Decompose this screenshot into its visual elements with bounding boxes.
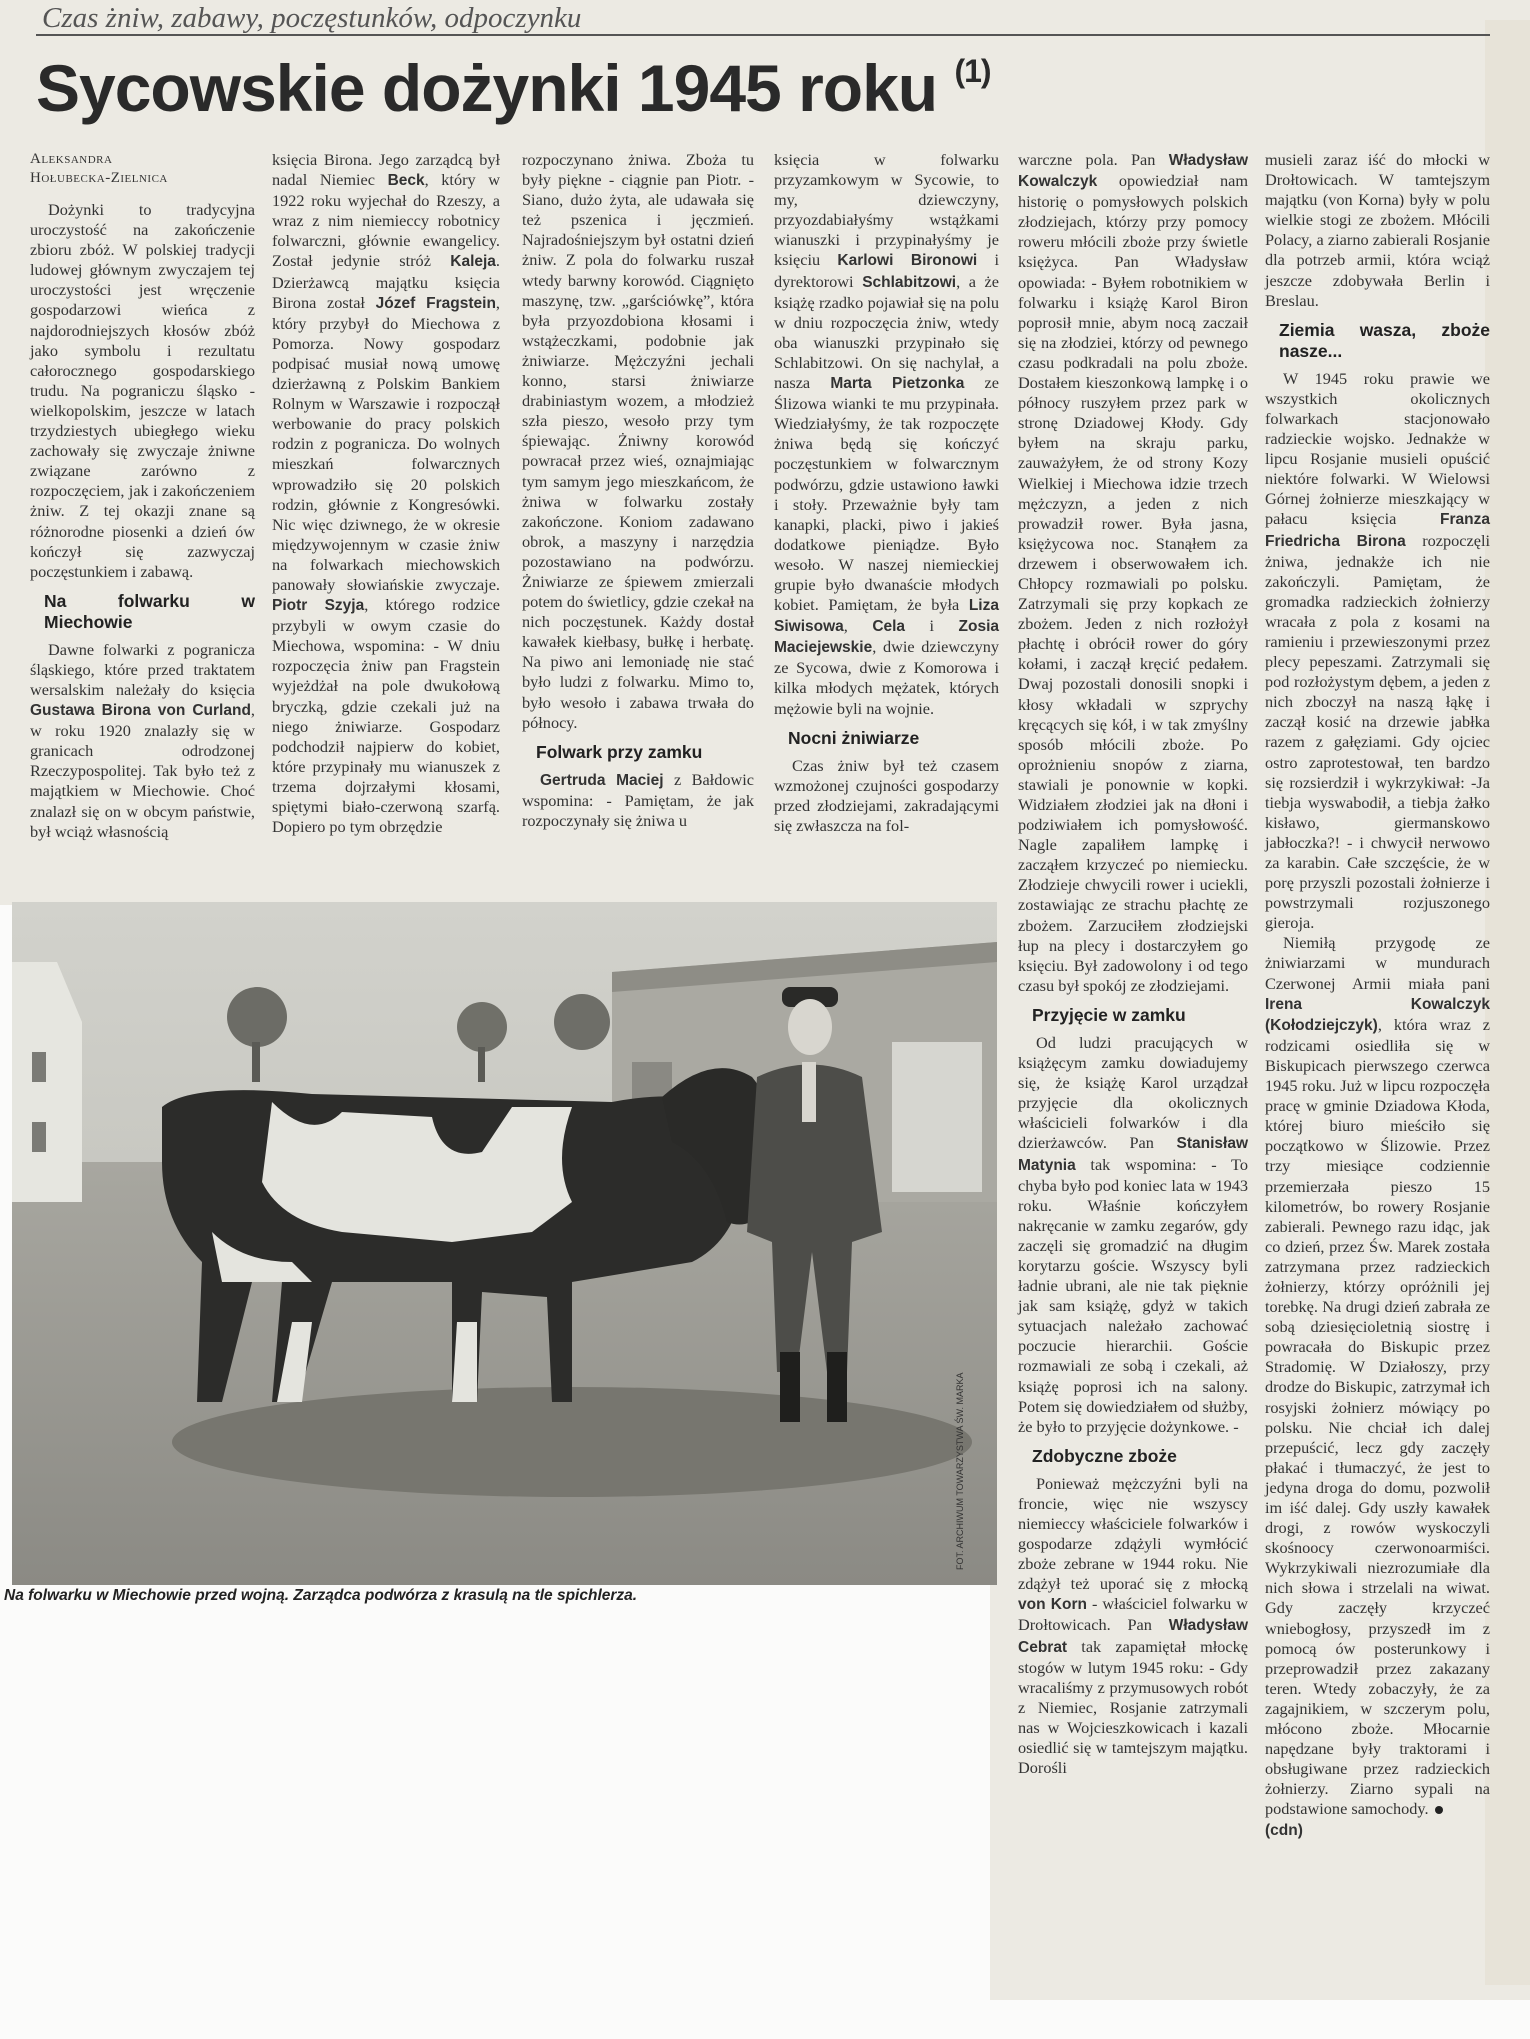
archival-photo [12, 902, 997, 1585]
subheading: Na folwarku w Miechowie [44, 590, 255, 632]
byline [30, 150, 255, 188]
column-4 [774, 150, 999, 836]
name-bold: Gertruda Maciej [540, 771, 664, 789]
text: , którego rodzice przybyli w owym czasie do Miechowa, wspomina: - W dniu rozpoczęcia żniw pan Fragstein wyjeżdżał na pole dwukołową bryczką, gdzie czekali już na niego żniwiarze. Gospodarz podchodził najpierw do kobiet, które przypinały mu wianuszek z trzema dojrzałymi kłosami, spiętymi biało-czerwoną szarfą. Dopiero po tym obrzędzie [272, 595, 500, 837]
text: , który w 1922 roku wyjechał do Rzeszy, a wraz z nim niemieccy robotnicy folwarczni, głównie ewangelicy. Został jedynie stróż [272, 170, 500, 271]
name-bold: Cela [872, 618, 906, 636]
column-3 [522, 150, 754, 831]
end-mark [1435, 1806, 1443, 1814]
paragraph: musieli zaraz iść do młocki w Drołtowicach. W tamtejszym majątku (von Korna) były w polu wielkie stogi ze zbożem. Młócili Polacy, a ziarno zabierali Rosjanie dla potrzeb armii, która wciąż jeszcze zdobywała Berlin i Breslau. [1265, 150, 1490, 310]
text: rozpoczęli żniwa, jednakże ich nie zakończyli. Pamiętam, że gromadka radzieckich żołnierzy wracała z pola z kosami na ramieniu i przewieszonymi przez plecy pepeszami. Zatrzymali się pod rozłożystym dębem, a jeden z nich zboczył na naszą łąkę i zaczął kosić na drzewie jabłka razem z gałęziami. Gdy ojciec ostro zaprotestował, ten bardzo się rozsierdził i wykrzykiwał: -Ja tiebja wyswabodił, a tiebja żałko kisławo, giermanskowo jabłoczka?! - i chwycił nerwowo za karabin. Całe szczęście, że w porę przyszli pozostali żołnierze i powstrzymali rozjuszonego gieroja. [1265, 530, 1490, 933]
text: , [843, 616, 873, 636]
column-2 [272, 150, 500, 837]
photo-credit: FOT. ARCHIWUM TOWARZYSTWA ŚW. MARKA [955, 1372, 965, 1570]
text: tak zapamiętał młockę stogów w lutym 1945 roku: - Gdy wracaliśmy z przymusowych robót z Niemiec, Rosjanie zatrzymali nas w Wojcieszkowicach i kazali osiedlić się w tamtejszym majątku. Dorośli [1018, 1636, 1248, 1778]
text: Ponieważ mężczyźni byli na froncie, więc nie wszyscy niemieccy właściciele folwarków i gospodarze zdążyli wymłócić zboże zebrane w 1944 roku. Nie zdążył też uporać się z młocką [1018, 1473, 1248, 1594]
continued-note [1265, 1820, 1490, 1841]
text: opowiedział nam historię o pomysłowych polskich złodziejach, którzy przy pomocy roweru młócili zboże przy świetle księżyca. Pan Władysław opowiada: - Byłem robotnikiem w folwarku i książę Karol Biron poprosił mnie, abym nocą zaczaił się na złodziei, którzy od pewnego czasu podkradali na polu zboże. Dostałem kieszonkową lampkę i o północy ruszyłem przez park w stronę Dziadowej Kłody. Gdy byłem na skraju parku, zauważyłem, że od strony Kozy Wielkiej i Miechowa idzie trzech mężczyzn, a jeden z nich prowadził rower. Była jasna, księżycowa noc. Stanąłem za drzewem i obserwowałem ich. Chłopcy rozmawiali po polsku. Zatrzymali się przy kopkach ze zbożem. Jeden z nich rozłożył płachtę i obrócił rower do góry kołami, i zaczął kręcić pedałem. Dwaj pozostali donosili snopki i kłosy wkładali w szprychy kręcących się kół, i w tak zmyślny sposób młócili zboże. Po oprożnieniu snopów z ziarna, stawiali je ponownie w kopki. Widziałem złodziei jak na dłoni i podziwiałem ich pomysłowość. Nagle zapaliłem lampkę i zacząłem krzyczeć po niemiecku. Złodzieje chwycili rower i uciekli, zostawiając ze strachu płachtę ze zbożem. Zarzuciłem złodziejski łup na plecy i dostarczyłem go księciu. Był zadowolony i od tego czasu był spokój ze złodziejami. [1018, 171, 1248, 995]
text: księcia w folwarku przyzamkowym w Sycowie, to my, dziewczyny, przyozdabiałyśmy wstążkami wianuszki i przypinałyśmy je księciu [774, 150, 999, 270]
paragraph [1018, 1033, 1248, 1437]
text: - właściciel folwarku w Drołtowicach. Pan [1018, 1594, 1248, 1635]
text: , który przybył do Miechowa z Pomorza. Nowy gospodarz podpisać musiał nową umowę dzierżawną z Polskim Bankiem Rolnym w Warszawie i rozpoczął werbowanie do pracy polskich rodzin z pogranicza. Do wolnych mieszkań folwarcznych wprowadziło się 20 polskich rodzin, głównie z Kongresówki. Nic więc dziwnego, że w okresie międzywojennym w czasie żniw na folwarkach miechowskich panowały słowiańskie zwyczaje. [272, 292, 500, 594]
author-first: Aleksandra [30, 151, 113, 167]
column-5 [1018, 150, 1248, 1778]
text: księcia Birona. Jego zarządcą był nadal Niemiec [272, 150, 500, 190]
name-bold: Karlowi Bironowi [837, 252, 978, 270]
author-last: Hołubecka-Zielnica [30, 170, 168, 186]
photo-caption: Na folwarku w Miechowie przed wojną. Zarządca podwórza z krasulą na tle spichlerza. [4, 1587, 638, 1604]
subheading: Przyjęcie w zamku [1032, 1004, 1186, 1025]
text: ze Ślizowa wianki te mu przypinała. Wiedziałyśmy, że tak rozpoczęte żniwa będą się kończyć poczęstunkiem w folwarcznym podwórzu, gdzie ustawiono ławki i stoły. Przeważnie były tam kanapki, placki, piwo i jakieś dodatkowe pieniądze. Było wesoło. W naszej niemieckiej grupie było dwanaście młodych kobiet. Pamiętam, że była [774, 373, 1000, 615]
name-bold: Gustawa Birona von Curland [30, 702, 251, 720]
headline-text: Sycowskie dożynki 1945 roku [36, 51, 938, 125]
name-bold: Kaleja [450, 253, 496, 271]
headline [36, 50, 991, 126]
name-bold: Liza Siwisowa [774, 597, 999, 636]
name-bold: Beck [387, 172, 425, 190]
paragraph [1265, 933, 1490, 1819]
text: , która wraz z rodzicami osiedliła się w Biskupicach pierwszego czerwca 1945 roku. Już w lipcu rozpoczęła pracę w gminie Dziadowa Kłoda, której biuro mieściło się początkowo w Ślizowie. Przez trzy miesiące codziennie przemierzała pieszo 15 kilometrów, bo rowery Rosjanie zabierali. Pewnego razu idąc, jak co dzień, przez Św. Marek została zatrzymana przez radzieckich żołnierzy, którzy opróżnili jej torebkę. Na drugi dzień zabrała ze sobą dziesięcioletnią siostrę i powracała do Biskupic przez Stradomię. W Działoszy, przy drodze do Biskupic, zatrzymał ich rosyjski żołnierz mówiący po polsku. Nie chciał ich dalej przepuścić, lecz gdy zaczęły płakać i tłumaczyć, że jest to jedyna droga do domu, pozwolił im iść dalej. Gdy uszły kawałek drogi, z rowów wyskoczyli skośnoocy czerwonoarmiści. Wykrzykiwali niezrozumiałe dla nich słowa i strzelali na wiwat. Gdy zaczęły krzyczeć wniebogłosy, przyszedł im z pomocą ów posterunkowy i przeprowadził przez zakazany teren. Wtedy zobaczyły, że za zagajnikiem, w szczerym polu, młócono zboże. Młocarnie napędzane były traktorami i obsługiwane przez radzieckich żołnierzy. Ziarno sypali na podstawione samochody. [1265, 1014, 1490, 1819]
text: tak wspomina: - To chyba było pod koniec lata w 1943 roku. Właśnie kończyłem nakręcanie w zamku zegarów, gdy zaczęli się gromadzić na długim korytarzu goście. Wszyscy byli ładnie ubrani, ale nie tak pięknie jak sam książę, gdyż w takich sytuacjach należało zachować poczucie hierarchii. Goście rozmawiali ze sobą i czekali, aż książę poprosi ich na salony. Potem się dowiedziałem od służby, że było to przyjęcie dożynkowe. - [1018, 1154, 1248, 1436]
text: z Bałdowic wspomina: - Pamiętam, że jak rozpoczynały się żniwa u [522, 769, 754, 830]
photo-illustration [12, 902, 997, 1585]
column-1 [30, 150, 255, 842]
text: Od ludzi pracujących w książęcym zamku dowiadujemy się, że książę Karol urządzał przyjęcie dla okolicznych właścicieli folwarków i dla dzierżawców. Pan [1018, 1032, 1248, 1153]
text: , dwie dziewczyny ze Sycowa, dwie z Komorowa i kilka młodych mężatek, których mężowie byli na wojnie. [774, 637, 999, 718]
text: , a że książę rzadko pojawiał się na polu w dniu rozpoczęcia żniw, wtedy oba wianuszki przypinało się Schlabitzowi. On się nachylał, a nasza [774, 271, 1000, 393]
paragraph: Czas żniw był też czasem wzmożonej czujności gospodarzy przed złodziejami, zakradającymi się zwłaszcza na fol- [774, 755, 999, 835]
name-bold: Marta Pietzonka [830, 375, 965, 393]
paragraph [774, 150, 999, 719]
name-bold: Schlabitzowi [862, 273, 957, 291]
name-bold: Władysław Cebrat [1018, 1617, 1248, 1656]
paragraph [1018, 150, 1248, 996]
subheading: Ziemia wasza, zboże nasze... [1279, 319, 1490, 361]
name-bold: von Korn [1018, 1596, 1087, 1614]
name-bold: Piotr Szyja [272, 597, 365, 615]
text: Dawne folwarki z pogranicza śląskiego, które przed traktatem wersalskim należały do księcia [30, 639, 255, 699]
text: i [905, 616, 959, 636]
subheading: Zdobyczne zboże [1032, 1445, 1177, 1466]
name-bold: Józef Fragstein [375, 294, 496, 312]
text: i dyrektorowi [774, 250, 999, 291]
top-rule [36, 34, 1490, 36]
subheading: Folwark przy zamku [536, 741, 703, 762]
paragraph [1265, 369, 1490, 934]
paragraph: Dożynki to tradycyjna uroczystość na zakończenie zbioru zbóż. W polskiej tradycji ludowej głównym zwyczajem tej uroczystości jest wręczenie gospodarzowi wieńca z najdorodniejszych kłosów zbóż jako symbolu i rezultatu całorocznego gospodarskiego trudu. Na pograniczu śląsko - wielkopolskim, jeszcze w latach trzydziestych ubiegłego wieku zachowały się zwyczaje żniwne związane zarówno z rozpoczęciem, jak i zakończeniem żniw. Z tej okazji znane są różnorodne piosenki a dzień ów kończył się zazwyczaj poczęstunkiem i zabawą. [30, 200, 255, 581]
clipping-edge [1485, 20, 1530, 1985]
paragraph [1018, 1474, 1248, 1778]
name-bold: Irena Kowalczyk (Kołodziejczyk) [1265, 995, 1490, 1034]
name-bold: Stanisław Matynia [1018, 1135, 1248, 1174]
text: Niemiłą przygodę ze żniwiarzami w mundurach Czerwonej Armii miała pani [1265, 933, 1490, 993]
paragraph [30, 640, 255, 842]
paragraph [522, 770, 754, 831]
text: , w roku 1920 znalazły się w granicach odrodzonej Rzeczypospolitej. Tak było też z majątkiem w Miechowie. Choć znalazł się on w obcym państwie, był wciąż własnością [30, 700, 255, 841]
subheading: Nocni żniwiarze [788, 727, 920, 748]
headline-note: (1) [954, 53, 991, 89]
name-bold: Franza Friedricha Birona [1265, 511, 1490, 550]
blank-background [0, 1608, 990, 2039]
name-bold: Zosia Maciejewskie [774, 618, 999, 657]
paragraph: rozpoczynano żniwa. Zboża tu były piękne - ciągnie pan Piotr. - Siano, dużo żyta, ale udawała się też pszenica i jęczmień. Najradośniejszym był ostatni dzień żniw. Z pola do folwarku ruszał wtedy barwny korowód. Ciągnięto maszynę, tzw. „garściówkę”, która była przyozdobiona kłosami i wstążeczkami, podobnie jak żniwiarze. Mężczyźni jechali konno, starsi żniwiarze drabiniastym wozem, a młodzież szła pieszo, wesoło przy tym śpiewając. Żniwny korowód powracał przez wieś, oznajmiając tym samym jego mieszkańcom, że żniwa w folwarku zostały zakończone. Koniom zadawano obrok, a maszyny i narzędzia pozostawiano na podwórzu. Żniwiarze ze śpiewem zmierzali potem do świetlicy, gdzie czekał na nich poczęstunek. Każdy dostał kawałek kiełbasy, bułkę i herbatę. Na piwo ani lemoniadę nie stać było ludzi z folwarku. Mimo to, było wesoło i zabawa trwała do północy. [522, 150, 754, 732]
kicker: Czas żniw, zabawy, poczęstunków, odpoczynku [42, 2, 582, 34]
paragraph [272, 150, 500, 837]
name-bold: Władysław Kowalczyk [1018, 152, 1248, 191]
continued-label: (cdn) [1265, 1821, 1303, 1839]
text: warczne pola. Pan [1018, 150, 1169, 169]
column-6 [1265, 150, 1490, 1841]
text: W 1945 roku prawie we wszystkich okolicznych folwarkach stacjonowało radzieckie wojsko. Jednakże w lipcu Rosjanie musieli opuścić niektóre folwarki. W Wielowsi Górnej żołnierze mieszkający w pałacu księcia [1265, 368, 1490, 529]
text: . Dzierżawcą majątku księcia Birona został [272, 251, 500, 312]
